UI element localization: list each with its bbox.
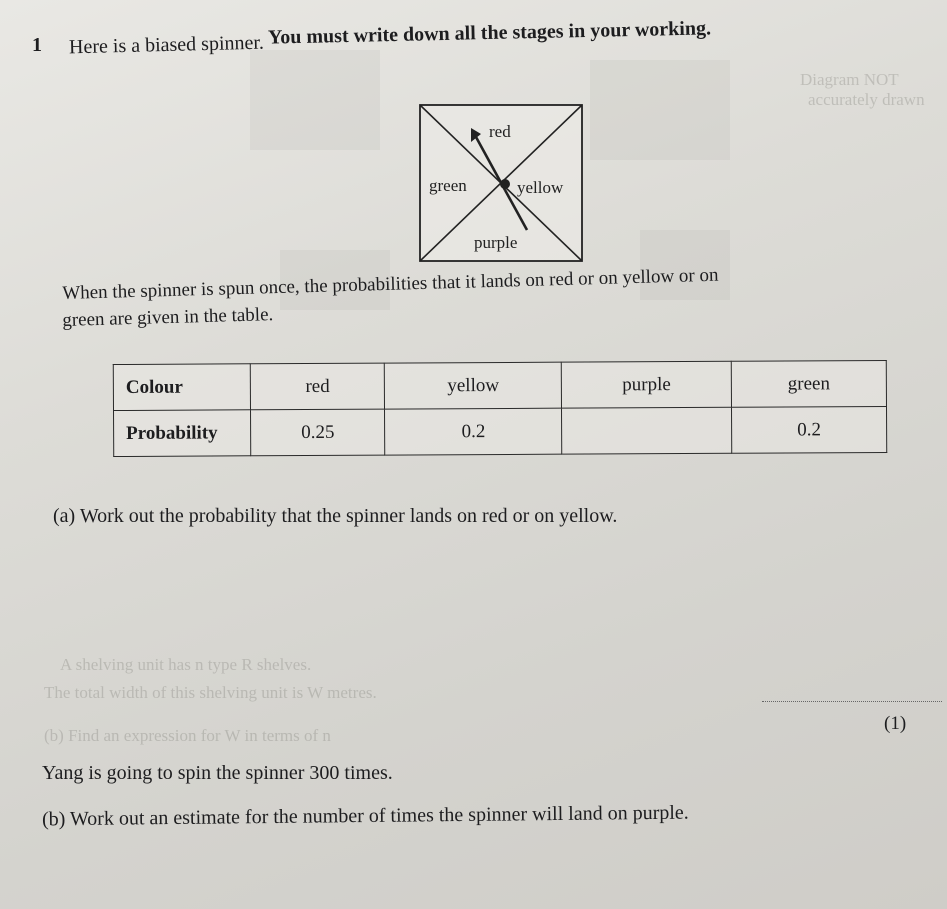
spinner-label-purple: purple	[474, 233, 518, 252]
question-text: Here is a biased spinner.	[68, 31, 265, 59]
spinner-label-yellow: yellow	[517, 178, 564, 197]
table-row-colour	[113, 360, 886, 410]
question-number: 1	[32, 34, 42, 56]
spinner-label-red: red	[489, 122, 511, 141]
part-b-question: (b) Work out an estimate for the number of times the spinner will land on purple.	[41, 801, 689, 831]
instruction-header: You must write down all the stages in your working.	[267, 17, 712, 49]
table-cell-colour: red	[250, 363, 385, 410]
table-header-colour: Colour	[113, 364, 250, 411]
table-cell-colour: purple	[562, 361, 732, 408]
mark-allocation: (1)	[884, 713, 907, 734]
part-a-question: (a) Work out the probability that the spinner lands on red or on yellow.	[53, 505, 618, 527]
spinner-pivot-icon	[500, 179, 510, 189]
yang-statement: Yang is going to spin the spinner 300 times.	[42, 762, 393, 784]
table-header-probability: Probability	[114, 410, 251, 457]
answer-line	[762, 701, 942, 702]
table-cell-probability: 0.25	[251, 409, 386, 456]
spinner-label-green: green	[429, 176, 467, 195]
table-cell-probability: 0.2	[385, 408, 562, 455]
table-cell-probability-blank	[562, 407, 732, 454]
paragraph-line-1: When the spinner is spun once, the probabilities that it lands on red or on yellow or on	[62, 264, 719, 304]
probability-table	[113, 360, 887, 457]
table-cell-colour: green	[731, 360, 886, 407]
table-row-probability	[114, 406, 887, 456]
paragraph-line-2: green are given in the table.	[62, 304, 274, 331]
table-cell-colour: yellow	[385, 362, 562, 409]
table-cell-probability: 0.2	[731, 406, 886, 453]
spinner-diagram	[419, 104, 583, 262]
